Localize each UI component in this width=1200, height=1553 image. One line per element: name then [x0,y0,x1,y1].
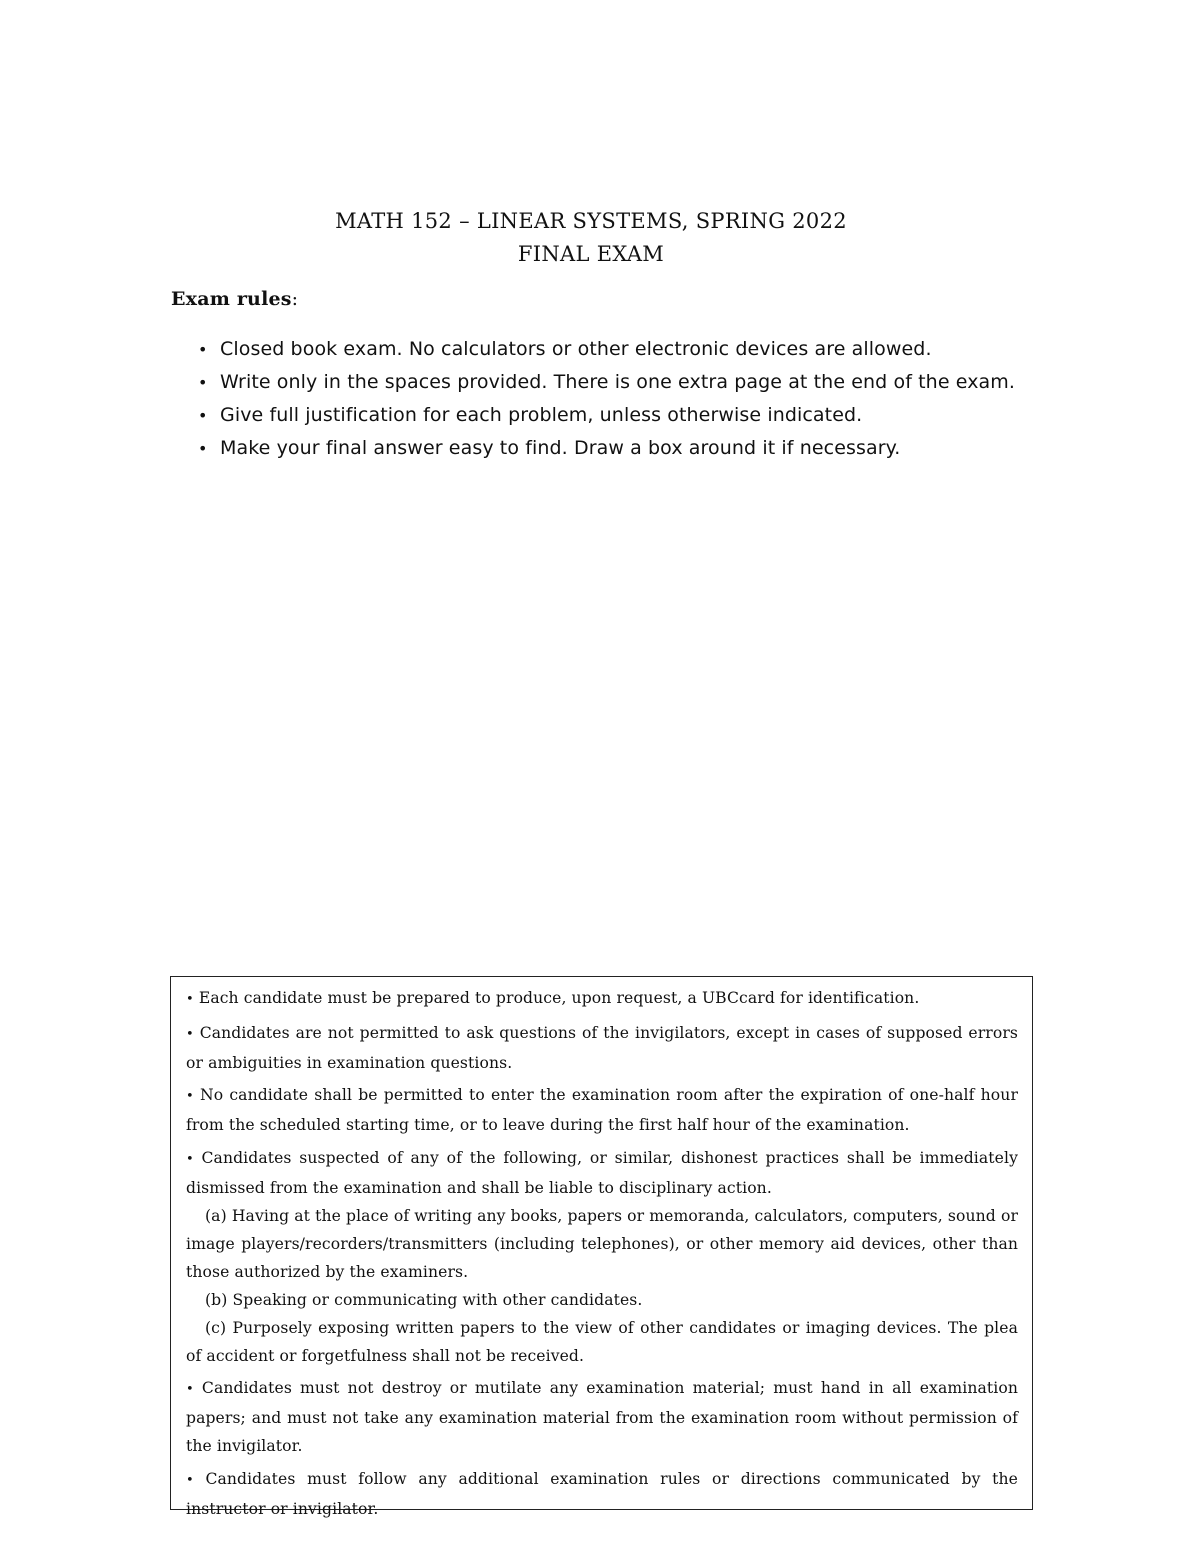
regulation-paragraph [186,984,1018,1014]
ubc-exam-regulations-box [170,976,1033,1518]
bullet-icon: • [186,1151,194,1167]
course-title: MATH 152 – LINEAR SYSTEMS, SPRING 2022 [335,209,847,233]
regulation-subitem-a: (a) Having at the place of writing any books, papers or memoranda, calculators, computers, sound or image players/recorders/transmitters (including telephones), or other memory aid devices, other than those authorized by the examiners. [186,1206,1018,1281]
exam-rules-heading-text: Exam rules [171,288,292,310]
regulation-paragraph [186,1374,1018,1460]
regulation-text: No candidate shall be permitted to enter the examination room after the expiration of one-half hour from the scheduled starting time, or to leave during the first half hour of the examination. [186,1086,1018,1134]
exam-rule-text: Make your final answer easy to find. Draw a box around it if necessary. [220,437,901,459]
bullet-icon: • [186,1026,194,1042]
regulation-text: Candidates must follow any additional examination rules or directions communicated by the instructor or invigilator. [186,1469,1018,1518]
bullet-icon: • [198,439,208,458]
bullet-icon: • [186,1382,194,1397]
bullet-icon: • [186,1472,194,1488]
regulation-text: Candidates must not destroy or mutilate any examination material; must hand in all examination papers; and must not take any examination material from the examination room without permission of the invigilator. [186,1379,1018,1455]
exam-rule-text: Give full justification for each problem, unless otherwise indicated. [220,404,863,426]
regulation-paragraph [186,1081,1018,1139]
bullet-icon: • [198,373,208,392]
regulation-subitem-b: (b) Speaking or communicating with other candidates. [205,1290,643,1309]
exam-title-block [0,205,1182,271]
regulation-paragraph [186,1144,1018,1202]
exam-rule-item [198,432,1098,465]
exam-rule-text: Closed book exam. No calculators or other electronic devices are allowed. [220,338,932,360]
exam-rules-list [198,333,1098,465]
exam-rule-text: Write only in the spaces provided. There is one extra page at the end of the exam. [220,371,1016,393]
exam-rule-item [198,399,1098,432]
bullet-icon: • [198,340,208,359]
exam-rules-heading [171,288,298,310]
regulation-paragraph [186,1019,1018,1077]
regulation-text: Candidates are not permitted to ask questions of the invigilators, except in cases of supposed errors or ambiguities in examination questions. [186,1023,1018,1072]
regulation-subitem-c: (c) Purposely exposing written papers to the view of other candidates or imaging devices. The plea of accident or forgetfulness shall not be received. [186,1318,1018,1365]
regulation-text: Each candidate must be prepared to produce, upon request, a UBCcard for identification. [198,989,920,1007]
exam-rule-item [198,333,1098,366]
bullet-icon: • [186,1089,194,1104]
exam-title: FINAL EXAM [517,242,665,266]
exam-rule-item [198,366,1098,399]
regulation-paragraph [186,1465,1018,1523]
bullet-icon: • [186,992,194,1007]
exam-rules-heading-colon: : [291,288,299,310]
regulation-text: Candidates suspected of any of the following, or similar, dishonest practices shall be immediately dismissed from the examination and shall be liable to disciplinary action. [186,1148,1018,1197]
bullet-icon: • [198,406,208,425]
